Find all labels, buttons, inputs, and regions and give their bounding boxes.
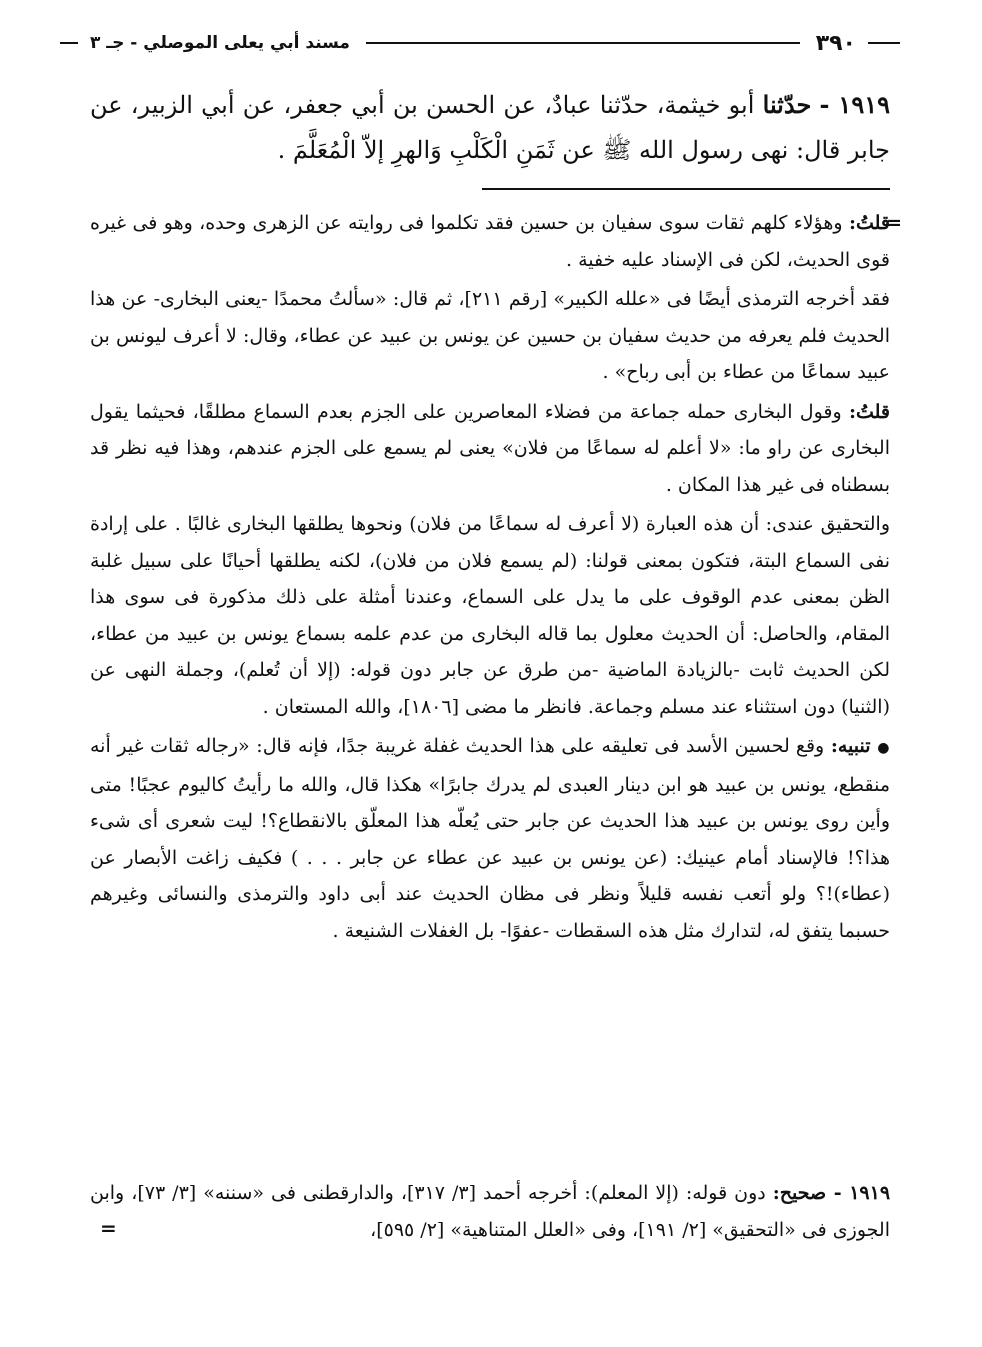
footnote-text: دون قوله: (إلا المعلم): أخرجه أحمد [٣/ ٣١٧]، والدارقطنى فى «سننه» [٣/ ٧٣]، وابن الجوزى فى «التحقيق» [٢/ ١٩١]، وفى «العلل المتناهية» [٢/ ٥٩٥]، [90,1182,890,1241]
hadith-number: ١٩١٩ - [819,90,890,119]
takhrij-footnote [90,1175,890,1248]
book-title: مسند أبي يعلى الموصلي - جـ ٣ [90,33,350,53]
note-1-text: وهؤلاء كلهم ثقات سوى سفيان بن حسين فقد تكلموا فى روايته عن الزهرى وحده، وهو فى غيره قوى الحديث، لكن فى الإسناد عليه خفية . [90,212,890,271]
note-4 [90,506,890,725]
hadith-opening: حدّثنا [762,90,812,119]
note-3-text: وقول البخارى حمله جماعة من فضلاء المعاصرين على الجزم بعدم السماع مطلقًا، فحيثما يقول البخارى عن راو ما: «لا أعلم له سماعًا من فلان» يعنى لم يسمع على الجزم عندهم، وهذا فيه نظر قد بسطناه فى غير هذا المكان . [90,400,890,496]
note-5 [90,728,890,949]
note-1 [90,205,902,278]
note-2 [90,281,890,391]
continuation-mark-end: = [100,1216,117,1240]
hadith-body: أبو خيثمة، حدّثنا عبادٌ، عن الحسن بن أبي جعفر، عن أبي الزبير، عن جابر قال: نهى رسول الله ﷺ عن ثَمَنِ الْكَلْبِ وَالهرِ إلاّ الْمُعَلَّمَ . [90,91,890,164]
note-3-lead: قلتُ: [848,400,890,423]
note-2-text: فقد أخرجه الترمذى أيضًا فى «علله الكبير» [رقم ٢١١]، ثم قال: «سألتُ محمدًا -يعنى البخارى- عن هذا الحديث فلم يعرفه من حديث سفيان بن حسين عن يونس بن عبيد عن عطاء، وقال: لا أعرف ليونس بن عبيد سماعًا من عطاء بن أبى رباح» . [90,288,890,383]
note-4-text: والتحقيق عندى: أن هذه العبارة (لا أعرف له سماعًا من فلان) ونحوها يطلقها البخارى غالبًا . على إرادة نفى السماع البتة، فتكون بمعنى قولنا: (لم يسمع فلان من فلان)، لكنه يطلقها أحيانًا على سبيل غلبة الظن بمعنى عدم الوقوف على ما يدل على السماع، وعندنا أمثلة على ذلك مذكورة فى سوى هذا المقام، والحاصل: أن الحديث معلول بما قاله البخارى من عدم علمه بسماع يونس بن عبيد من عطاء، لكن الحديث ثابت -بالزيادة الماضية -من طرق عن جابر دون قوله: (إلا أن تُعلم)، وجملة النهى عن (الثنيا) دون استثناء عند مسلم وجماعة. فانظر ما مضى [١٨٠٦]، والله المستعان . [90,513,890,718]
note-5-text: وقع لحسين الأسد فى تعليقه على هذا الحديث غفلة غريبة جدًا، فإنه قال: «رجاله ثقات غير أنه منقطع، يونس بن عبيد هو ابن دينار العبدى لم يدرك جابرًا» هكذا قال، والله ما رأيتُ كاليوم عجبًا! متى وأين روى يونس بن عبيد هذا الحديث عن جابر حتى يُعلّه هذا المعلّق بالانقطاع؟! ليت شعرى أى شىء هذا؟! فالإسناد أمام عينيك: (عن يونس بن عبيد عن عطاء عن جابر . . . ) فكيف زاغت الأبصار عن (عطاء)!؟ ولو أتعب نفسه قليلاً ونظر فى مظان الحديث عند أبى داود والترمذى والنسائى وغيرهم حسبما يتفق له، لتدارك مثل هذه السقطات -عفوًا- بل الغفلات الشنيعة . [90,735,890,942]
hadith-text [90,82,890,173]
header-rule [366,42,800,44]
note-3 [90,394,890,504]
header-dash-right [868,42,900,44]
bullet-icon: ● [877,740,891,756]
header-dash-left [60,42,78,44]
note-5-lead: تنبيه: [830,735,871,757]
page-number: ٣٩٠ [815,30,856,56]
page-header [60,28,900,58]
note-1-lead: قلتُ: [848,212,890,234]
continuation-mark-start: = [886,212,902,234]
separator-rule [482,188,890,190]
footnote-lead: ١٩١٩ - صحيح: [772,1182,891,1204]
commentary [90,205,902,952]
